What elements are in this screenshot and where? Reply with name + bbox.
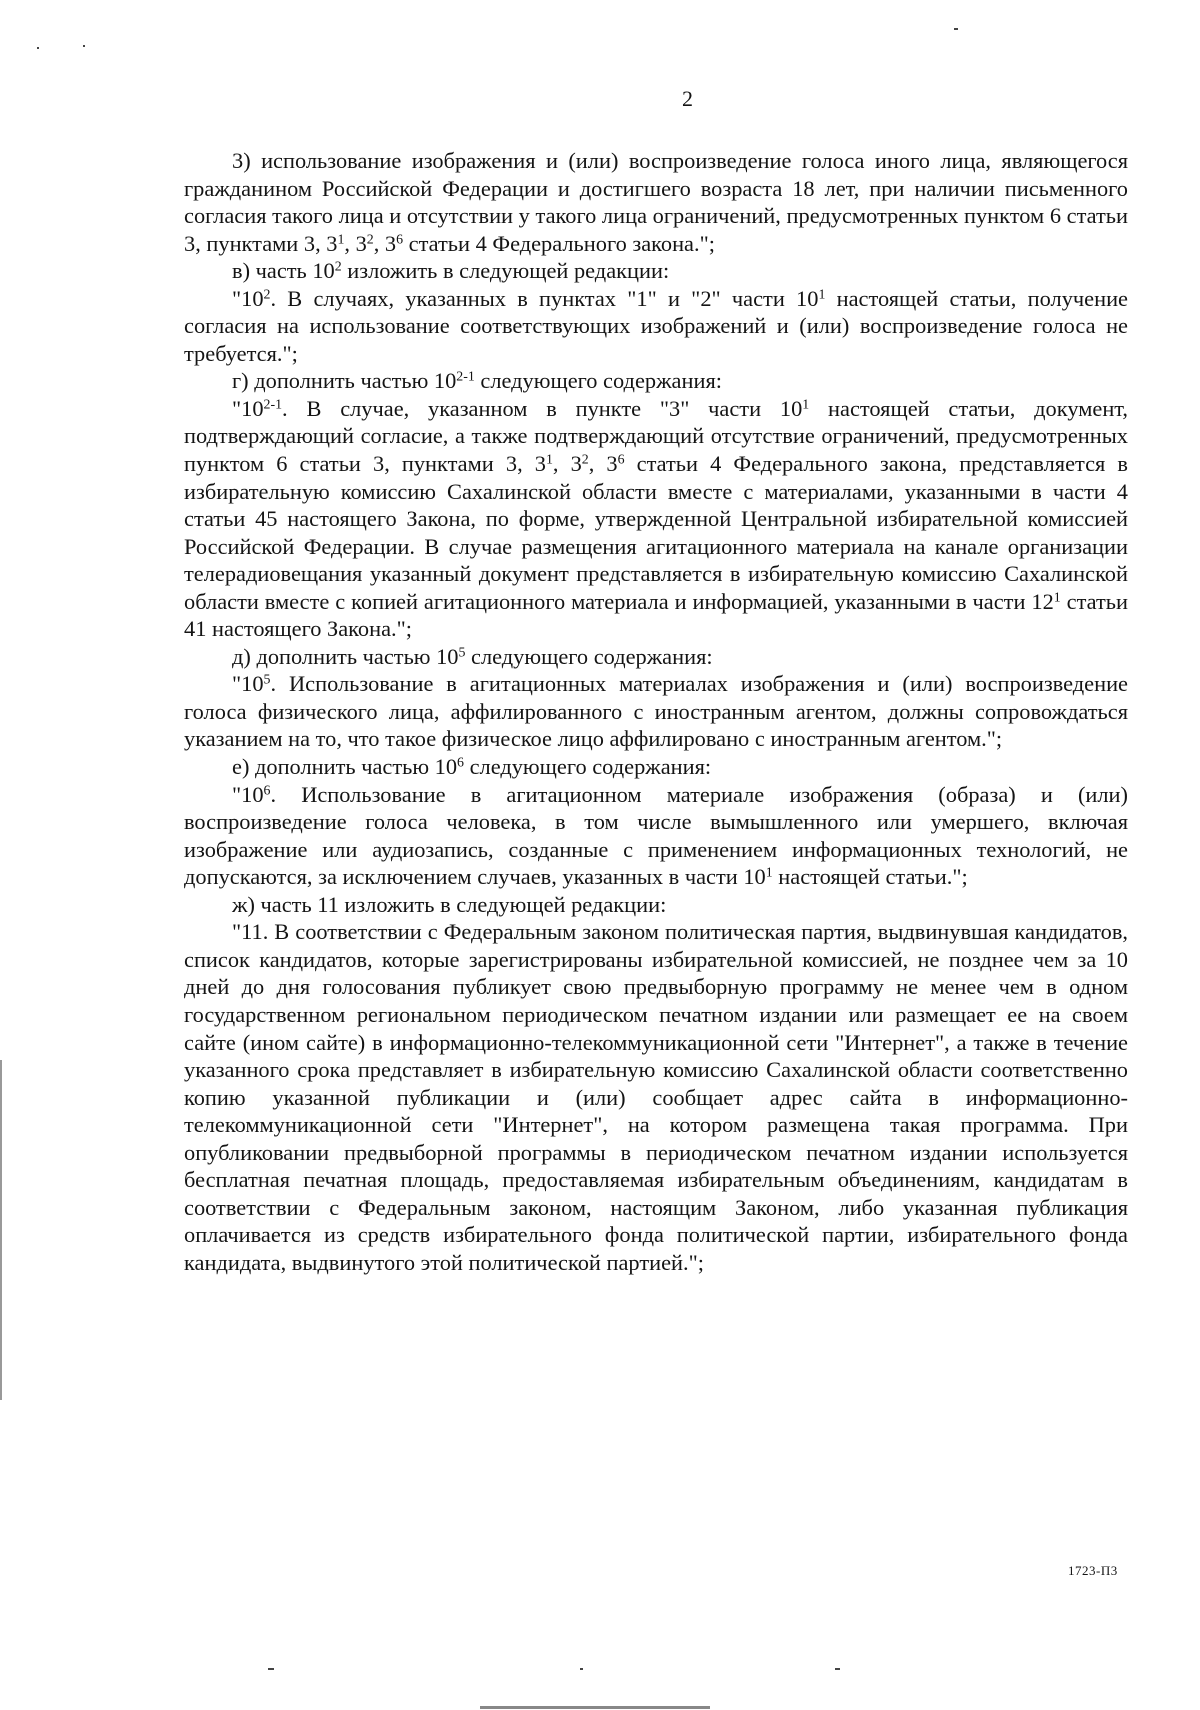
superscript: 2 [263, 287, 271, 303]
superscript: 2 [366, 232, 374, 248]
superscript: 1 [765, 865, 773, 881]
superscript: 1 [802, 397, 810, 413]
document-code: 1723-П3 [1068, 1563, 1118, 1578]
paragraph: д) дополнить частью $10^5$ следующего содержания: [232, 643, 713, 669]
page-number: 2 [682, 86, 693, 111]
paragraph: "11. В соответствии с Федеральным законом политическая партия, выдвинувшая кандидатов, список кандидатов, которые зарегистрированы избирательной комиссией, не позднее чем за 10 дней до дня голосования публикует свою предвыборную программу не менее чем в одном государственном региональном периодическом печатном издании или размещает ее на своем сайте (ином сайте) в информационно-телекоммуникационной сети "Интернет", а также в течение указанного срока представляет в избирательную комиссию Сахалинской области соответственно копию указанной публикации и (или) сообщает адрес сайта в информационно-телекоммуникационной сети "Интернет", на котором размещена такая программа. При опубликовании предвыборной программы в периодическом печатном издании используется бесплатная печатная площадь, предоставляемая избирательным объединениям, кандидатам в соответствии с Федеральным законом, настоящим Законом, либо указанная публикация оплачивается из средств избирательного фонда политической партии, избирательного фонда кандидата, выдвинутого этой политической партией."; [184, 919, 1128, 1275]
paragraph: "$10^5$. Использование в агитационных материалах изображения и (или) воспроизведение голоса физического лица, аффилированного с иностранным агентом, должны сопровождаться указанием на то, что такое физическое лицо аффилировано с иностранным агентом."; [184, 671, 1128, 752]
scan-mark [268, 1668, 274, 1670]
document-body [184, 147, 1128, 1276]
superscript: 1 [818, 287, 826, 303]
paragraph: е) дополнить частью $10^6$ следующего содержания: [232, 754, 712, 780]
superscript: 1 [337, 232, 345, 248]
scan-mark [954, 28, 958, 30]
superscript: 5 [263, 672, 271, 688]
scan-mark [835, 1668, 840, 1670]
paragraph: 3) использование изображения и (или) воспроизведение голоса иного лица, являющегося гражданином Российской Федерации и достигшего возраста 18 лет, при наличии письменного согласия такого лица и отсутствии у такого лица ограничений, предусмотренных пунктом 6 статьи 3, пунктами 3, $3^1$, $3^2$, $3^6$ статьи 4 Федерального закона."; [184, 148, 1128, 256]
paragraph: "$10^2$. В случаях, указанных в пунктах "1" и "2" части $10^1$ настоящей статьи, получение согласия на использование соответствующих изображений и (или) воспроизведение голоса не требуется."; [184, 285, 1128, 366]
superscript: 6 [396, 232, 404, 248]
superscript: 2-1 [456, 369, 475, 385]
scan-mark [83, 45, 85, 47]
superscript: 6 [263, 782, 271, 798]
superscript: 1 [1053, 590, 1061, 606]
scan-mark [580, 1668, 583, 1670]
scan-mark [37, 47, 39, 49]
paragraph: "10$^{2-1}$. В случае, указанном в пункте "3" части $10^1$ настоящей статьи, документ, подтверждающий согласие, а также подтверждающий отсутствие ограничений, предусмотренных пунктом 6 статьи 3, пунктами 3, $3^1$, $3^2$, $3^6$ статьи 4 Федерального закона, представляется в избирательную комиссию Сахалинской области вместе с материалами, указанными в части 4 статьи 45 настоящего Закона, по форме, утвержденной Центральной избирательной комиссией Российской Федерации. В случае размещения агитационного материала на канале организации телерадиовещания указанный документ представляется в избирательную комиссию Сахалинской области вместе с копией агитационного материала и информацией, указанными в части $12^1$ статьи 41 настоящего Закона."; [184, 395, 1129, 642]
superscript: 6 [457, 755, 464, 771]
paragraph: "$10^6$. Использование в агитационном материале изображения (образа) и (или) воспроизведение голоса человека, в том числе вымышленного или умершего, включая изображение или аудиозапись, созданные с применением информационных технологий, не допускаются, за исключением случаев, указанных в части $10^1$ настоящей статьи."; [184, 781, 1128, 890]
superscript: 1 [545, 452, 553, 468]
superscript: 2 [334, 259, 342, 275]
scan-mark [480, 1706, 710, 1709]
superscript: 2-1 [263, 397, 283, 413]
superscript: 6 [617, 452, 625, 468]
paragraph: ж) часть 11 изложить в следующей редакции: [232, 891, 667, 917]
paragraph: в) часть $10^2$ изложить в следующей редакции: [232, 258, 670, 284]
scan-mark [0, 1060, 2, 1400]
superscript: 2 [581, 452, 589, 468]
superscript: 5 [458, 645, 466, 661]
paragraph: г) дополнить частью 10$^{2-1}$ следующего содержания: [232, 368, 722, 394]
